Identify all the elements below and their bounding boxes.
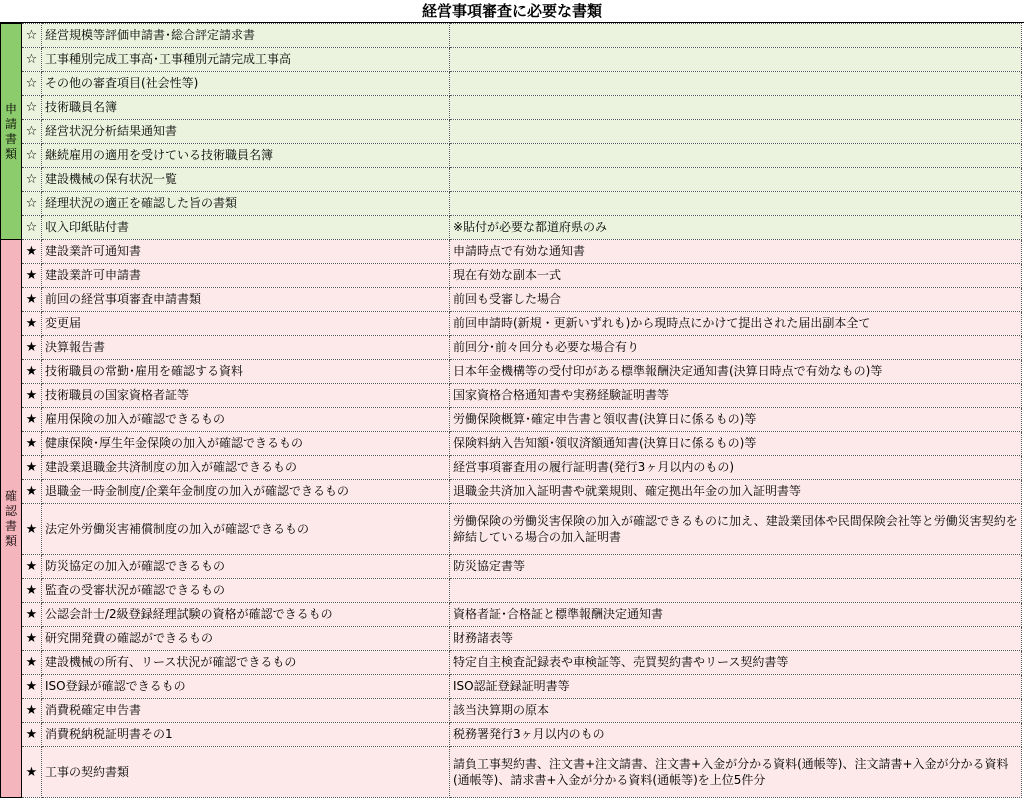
table-body bbox=[1, 24, 1022, 798]
document-note-cell: 防災協定書等 bbox=[450, 555, 1022, 579]
document-item-cell: 技術職員の常勤･雇用を確認する資料 bbox=[42, 360, 450, 384]
confirmation-row bbox=[1, 651, 1022, 675]
confirmation-row bbox=[1, 240, 1022, 264]
document-note-cell: 日本年金機構等の受付印がある標準報酬決定通知書(決算日時点で有効なもの)等 bbox=[450, 360, 1022, 384]
document-note-cell: 財務諸表等 bbox=[450, 627, 1022, 651]
category-char: 請 bbox=[4, 116, 17, 131]
hollow-star-icon: ☆ bbox=[22, 216, 42, 240]
confirmation-row bbox=[1, 288, 1022, 312]
application-row bbox=[1, 96, 1022, 120]
application-row bbox=[1, 144, 1022, 168]
document-note-cell: 申請時点で有効な通知書 bbox=[450, 240, 1022, 264]
filled-star-icon: ★ bbox=[22, 675, 42, 699]
category-confirmation-documents bbox=[1, 240, 22, 798]
document-note-cell bbox=[450, 72, 1022, 96]
category-char: 類 bbox=[4, 146, 17, 161]
filled-star-icon: ★ bbox=[22, 480, 42, 504]
hollow-star-icon: ☆ bbox=[22, 168, 42, 192]
confirmation-row bbox=[1, 264, 1022, 288]
confirmation-row bbox=[1, 579, 1022, 603]
document-note-cell bbox=[450, 120, 1022, 144]
document-note-cell bbox=[450, 24, 1022, 48]
document-note-cell: 前回も受審した場合 bbox=[450, 288, 1022, 312]
document-item-cell: 健康保険･厚生年金保険の加入が確認できるもの bbox=[42, 432, 450, 456]
confirmation-row bbox=[1, 336, 1022, 360]
hollow-star-icon: ☆ bbox=[22, 96, 42, 120]
document-note-cell: 税務署発行3ヶ月以内のもの bbox=[450, 723, 1022, 747]
confirmation-row bbox=[1, 408, 1022, 432]
document-item-cell: 防災協定の加入が確認できるもの bbox=[42, 555, 450, 579]
document-note-cell: ※貼付が必要な都道府県のみ bbox=[450, 216, 1022, 240]
hollow-star-icon: ☆ bbox=[22, 24, 42, 48]
application-row bbox=[1, 24, 1022, 48]
document-item-cell: 前回の経営事項審査申請書類 bbox=[42, 288, 450, 312]
document-item-cell: 公認会計士/2級登録経理試験の資格が確認できるもの bbox=[42, 603, 450, 627]
document-item-cell: 経営規模等評価申請書･総合評定請求書 bbox=[42, 24, 450, 48]
filled-star-icon: ★ bbox=[22, 456, 42, 480]
filled-star-icon: ★ bbox=[22, 408, 42, 432]
application-row bbox=[1, 216, 1022, 240]
filled-star-icon: ★ bbox=[22, 312, 42, 336]
document-item-cell: 消費税納税証明書その1 bbox=[42, 723, 450, 747]
filled-star-icon: ★ bbox=[22, 747, 42, 798]
document-item-cell: 監査の受審状況が確認できるもの bbox=[42, 579, 450, 603]
filled-star-icon: ★ bbox=[22, 723, 42, 747]
confirmation-row bbox=[1, 627, 1022, 651]
document-note-cell: 特定自主検査記録表や車検証等、売買契約書やリース契約書等 bbox=[450, 651, 1022, 675]
filled-star-icon: ★ bbox=[22, 651, 42, 675]
document-note-cell: 国家資格合格通知書や実務経験証明書等 bbox=[450, 384, 1022, 408]
hollow-star-icon: ☆ bbox=[22, 192, 42, 216]
hollow-star-icon: ☆ bbox=[22, 144, 42, 168]
application-row bbox=[1, 120, 1022, 144]
document-note-cell: ISO認証登録証明書等 bbox=[450, 675, 1022, 699]
category-char: 書 bbox=[4, 518, 17, 533]
document-note-cell bbox=[450, 144, 1022, 168]
category-char: 申 bbox=[4, 101, 17, 116]
document-table bbox=[0, 23, 1022, 798]
document-note-cell bbox=[450, 168, 1022, 192]
document-note-cell: 労働保険の労働災害保険の加入が確認できるものに加え、建設業団体や民間保険会社等と労働災害契約を締結している場合の加入証明書 bbox=[450, 504, 1022, 555]
document-item-cell: 継続雇用の適用を受けている技術職員名簿 bbox=[42, 144, 450, 168]
document-item-cell: 研究開発費の確認ができるもの bbox=[42, 627, 450, 651]
document-note-cell: 該当決算期の原本 bbox=[450, 699, 1022, 723]
confirmation-row bbox=[1, 432, 1022, 456]
confirmation-row bbox=[1, 384, 1022, 408]
document-note-cell: 資格者証･合格証と標準報酬決定通知書 bbox=[450, 603, 1022, 627]
confirmation-row bbox=[1, 480, 1022, 504]
category-char: 類 bbox=[4, 533, 17, 548]
filled-star-icon: ★ bbox=[22, 504, 42, 555]
document-item-cell: 工事種別完成工事高･工事種別元請完成工事高 bbox=[42, 48, 450, 72]
application-row bbox=[1, 72, 1022, 96]
category-application-documents bbox=[1, 24, 22, 240]
filled-star-icon: ★ bbox=[22, 579, 42, 603]
hollow-star-icon: ☆ bbox=[22, 72, 42, 96]
document-item-cell: 建設機械の保有状況一覧 bbox=[42, 168, 450, 192]
filled-star-icon: ★ bbox=[22, 384, 42, 408]
document-item-cell: 技術職員の国家資格者証等 bbox=[42, 384, 450, 408]
document-item-cell: 工事の契約書類 bbox=[42, 747, 450, 798]
application-row bbox=[1, 48, 1022, 72]
document-item-cell: 変更届 bbox=[42, 312, 450, 336]
document-note-cell: 請負工事契約書、注文書+注文請書、注文書+入金が分かる資料(通帳等)、注文請書+入金が分かる資料(通帳等)、請求書+入金が分かる資料(通帳等)を上位5件分 bbox=[450, 747, 1022, 798]
document-item-cell: その他の審査項目(社会性等) bbox=[42, 72, 450, 96]
document-note-cell bbox=[450, 48, 1022, 72]
document-item-cell: 建設機械の所有、リース状況が確認できるもの bbox=[42, 651, 450, 675]
application-row bbox=[1, 168, 1022, 192]
confirmation-row bbox=[1, 747, 1022, 798]
document-note-cell: 退職金共済加入証明書や就業規則、確定拠出年金の加入証明書等 bbox=[450, 480, 1022, 504]
document-note-cell: 現在有効な副本一式 bbox=[450, 264, 1022, 288]
application-row bbox=[1, 192, 1022, 216]
confirmation-row bbox=[1, 723, 1022, 747]
document-note-cell bbox=[450, 579, 1022, 603]
document-item-cell: 経営状況分析結果通知書 bbox=[42, 120, 450, 144]
confirmation-row bbox=[1, 312, 1022, 336]
filled-star-icon: ★ bbox=[22, 240, 42, 264]
category-char: 確 bbox=[4, 488, 17, 503]
confirmation-row bbox=[1, 555, 1022, 579]
filled-star-icon: ★ bbox=[22, 360, 42, 384]
document-item-cell: 法定外労働災害補償制度の加入が確認できるもの bbox=[42, 504, 450, 555]
document-note-cell: 前回申請時(新規・更新いずれも)から現時点にかけて提出された届出副本全て bbox=[450, 312, 1022, 336]
document-item-cell: 技術職員名簿 bbox=[42, 96, 450, 120]
filled-star-icon: ★ bbox=[22, 627, 42, 651]
category-char: 書 bbox=[4, 131, 17, 146]
document-note-cell: 労働保険概算･確定申告書と領収書(決算日に係るもの)等 bbox=[450, 408, 1022, 432]
filled-star-icon: ★ bbox=[22, 555, 42, 579]
document-item-cell: 退職金一時金制度/企業年金制度の加入が確認できるもの bbox=[42, 480, 450, 504]
confirmation-row bbox=[1, 504, 1022, 555]
filled-star-icon: ★ bbox=[22, 264, 42, 288]
hollow-star-icon: ☆ bbox=[22, 120, 42, 144]
page-title: 経営事項審査に必要な書類 bbox=[0, 0, 1024, 23]
document-item-cell: 建設業許可申請書 bbox=[42, 264, 450, 288]
confirmation-row bbox=[1, 456, 1022, 480]
document-item-cell: 決算報告書 bbox=[42, 336, 450, 360]
document-note-cell: 保険料納入告知額･領収済額通知書(決算日に係るもの)等 bbox=[450, 432, 1022, 456]
document-item-cell: 建設業退職金共済制度の加入が確認できるもの bbox=[42, 456, 450, 480]
confirmation-row bbox=[1, 699, 1022, 723]
filled-star-icon: ★ bbox=[22, 432, 42, 456]
document-note-cell bbox=[450, 192, 1022, 216]
document-note-cell: 経営事項審査用の履行証明書(発行3ヶ月以内のもの) bbox=[450, 456, 1022, 480]
document-item-cell: 建設業許可通知書 bbox=[42, 240, 450, 264]
filled-star-icon: ★ bbox=[22, 699, 42, 723]
document-item-cell: 雇用保険の加入が確認できるもの bbox=[42, 408, 450, 432]
document-note-cell bbox=[450, 96, 1022, 120]
filled-star-icon: ★ bbox=[22, 603, 42, 627]
document-item-cell: 経理状況の適正を確認した旨の書類 bbox=[42, 192, 450, 216]
confirmation-row bbox=[1, 675, 1022, 699]
document-note-cell: 前回分･前々回分も必要な場合有り bbox=[450, 336, 1022, 360]
filled-star-icon: ★ bbox=[22, 336, 42, 360]
confirmation-row bbox=[1, 603, 1022, 627]
category-char: 認 bbox=[4, 503, 17, 518]
hollow-star-icon: ☆ bbox=[22, 48, 42, 72]
document-item-cell: 収入印紙貼付書 bbox=[42, 216, 450, 240]
document-item-cell: ISO登録が確認できるもの bbox=[42, 675, 450, 699]
document-item-cell: 消費税確定申告書 bbox=[42, 699, 450, 723]
confirmation-row bbox=[1, 360, 1022, 384]
filled-star-icon: ★ bbox=[22, 288, 42, 312]
